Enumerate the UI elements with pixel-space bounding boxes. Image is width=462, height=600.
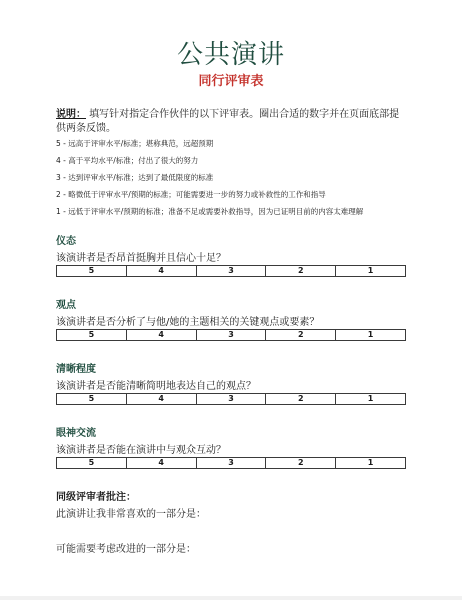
- question-clarity: 该演讲者是否能清晰简明地表达自己的观点？: [56, 381, 256, 392]
- comment-prompt-liked: 此演讲让我非常喜欢的一部分是：: [56, 509, 206, 520]
- rating-option-5[interactable]: 5: [57, 330, 127, 340]
- rating-option-4[interactable]: 4: [127, 458, 197, 468]
- rating-option-2[interactable]: 2: [266, 458, 336, 468]
- page-subtitle: 同行评审表: [198, 74, 264, 89]
- question-poise: 该演讲者是否昂首挺胸并且信心十足？: [56, 253, 226, 264]
- comments-heading: 同级评审者批注：: [56, 492, 136, 503]
- rating-option-4[interactable]: 4: [127, 394, 197, 404]
- rating-option-4[interactable]: 4: [127, 266, 197, 276]
- rating-option-5[interactable]: 5: [57, 394, 127, 404]
- rating-row-points: [56, 329, 406, 341]
- rating-option-2[interactable]: 2: [266, 330, 336, 340]
- question-points: 该演讲者是否分析了与他/她的主题相关的关键观点或要素？: [56, 317, 320, 328]
- section-heading-eye-contact: 眼神交流: [56, 428, 96, 439]
- rating-option-2[interactable]: 2: [266, 394, 336, 404]
- scale-item-2: 2 - 略微低于评审水平/预期的标准；可能需要进一步的努力或补救性的工作和指导: [56, 190, 326, 199]
- rating-option-1[interactable]: 1: [367, 266, 374, 275]
- rating-option-3[interactable]: 3: [197, 330, 267, 340]
- rating-option-2[interactable]: 2: [266, 266, 336, 276]
- rating-option-5[interactable]: 5: [57, 458, 127, 468]
- rating-option-1[interactable]: 1: [367, 458, 374, 467]
- instructions: [56, 108, 408, 136]
- section-heading-clarity: 清晰程度: [56, 364, 96, 375]
- rating-row-clarity: [56, 393, 406, 405]
- rating-option-3[interactable]: 3: [197, 394, 267, 404]
- rating-option-1[interactable]: 1: [367, 394, 374, 403]
- instructions-text: 填写针对指定合作伙伴的以下评审表。圈出合适的数字并在页面底部提供两条反馈。: [56, 109, 400, 134]
- scale-item-5: 5 - 远高于评审水平/标准；堪称典范，远超预期: [56, 139, 214, 148]
- comment-prompt-improve: 可能需要考虑改进的一部分是：: [56, 544, 196, 555]
- section-heading-poise: 仪态: [56, 236, 76, 247]
- rating-option-3[interactable]: 3: [197, 266, 267, 276]
- rating-scale-legend: [56, 139, 416, 217]
- rating-row-poise: [56, 265, 406, 277]
- page-bottom-edge: [0, 596, 462, 600]
- rating-option-5[interactable]: 5: [57, 266, 127, 276]
- question-eye-contact: 该演讲者是否能在演讲中与观众互动？: [56, 445, 226, 456]
- rating-option-4[interactable]: 4: [127, 330, 197, 340]
- scale-item-4: 4 - 高于平均水平/标准；付出了很大的努力: [56, 156, 199, 165]
- section-heading-points: 观点: [56, 300, 76, 311]
- scale-item-3: 3 - 达到评审水平/标准；达到了最低限度的标准: [56, 173, 214, 182]
- page-title: 公共演讲: [176, 40, 285, 70]
- rating-row-eye-contact: [56, 457, 406, 469]
- scale-item-1: 1 - 远低于评审水平/预期的标准；准备不足或需要补救指导，因为已证明目前的内容太难理解: [56, 207, 364, 216]
- rating-option-3[interactable]: 3: [197, 458, 267, 468]
- instructions-lead: 说明：: [56, 109, 86, 120]
- rating-option-1[interactable]: 1: [367, 330, 374, 339]
